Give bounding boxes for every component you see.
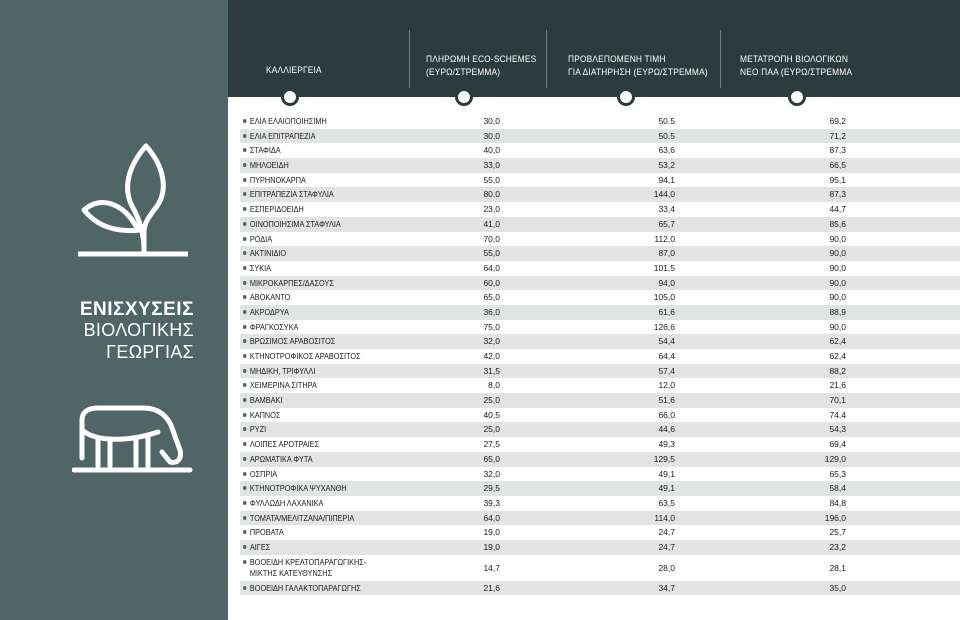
crop-name [243, 116, 327, 127]
table-row [240, 540, 960, 555]
conversion-value: 196,0 [824, 512, 846, 523]
crop-label: ΠΥΡΗΝΟΚΑΡΠΑ [249, 174, 306, 185]
crop-name [243, 292, 290, 303]
eco-schemes-value: 55,0 [483, 248, 500, 259]
table-row [240, 232, 960, 247]
crop-name [243, 454, 313, 465]
maintenance-value: 28,0 [658, 562, 675, 573]
table-row [240, 408, 960, 423]
header-divider [546, 30, 547, 88]
bullet-icon [243, 398, 246, 402]
crop-label: ΤΟΜΑΤΑ/ΜΕΛΙΤΖΑΝΑ/ΠΙΠΕΡΙΑ [249, 512, 355, 523]
crop-name [243, 336, 335, 347]
table-row [240, 320, 960, 335]
bullet-icon [243, 119, 246, 123]
conversion-value: 129,0 [824, 453, 846, 464]
crop-name [243, 380, 317, 391]
eco-schemes-value: 23,0 [483, 204, 500, 215]
column-marker-eco-schemes [455, 88, 473, 106]
table-row [240, 511, 960, 526]
bullet-icon [243, 222, 246, 226]
eco-schemes-value: 39,3 [483, 497, 500, 508]
maintenance-value: 65,7 [658, 218, 675, 229]
crop-label: ΒΟΟΕΙΔΗ ΚΡΕΑΤΟΠΑΡΑΓΩΓΙΚΗΣ- [249, 556, 367, 567]
bullet-icon [243, 192, 246, 196]
eco-schemes-value: 64,0 [483, 262, 500, 273]
eco-schemes-value: 60,0 [483, 277, 500, 288]
crop-name [243, 498, 323, 509]
bullet-icon [243, 163, 246, 167]
bullet-icon [243, 501, 246, 505]
conversion-value: 90,0 [829, 277, 846, 288]
crop-label: ΠΡΟΒΑΤΑ [249, 527, 284, 538]
crop-name [243, 160, 289, 171]
column-header-crop: ΚΑΛΛΙΕΡΓΕΙΑ [266, 65, 322, 76]
bullet-icon [243, 310, 246, 314]
crop-name [243, 219, 341, 230]
maintenance-value: 126,6 [653, 321, 675, 332]
eco-schemes-value: 64,0 [483, 512, 500, 523]
maintenance-value: 33,4 [658, 204, 675, 215]
maintenance-value: 94,1 [658, 174, 675, 185]
crop-label: ΣΤΑΦΙΔΑ [249, 145, 281, 156]
maintenance-value: 129,5 [653, 453, 675, 464]
crop-label: ΚΤΗΝΟΤΡΟΦΙΚΟΣ ΑΡΑΒΟΣΙΤΟΣ [249, 351, 361, 361]
conversion-value: 90,0 [829, 262, 846, 273]
bullet-icon [243, 560, 246, 564]
eco-schemes-value: 55,0 [483, 174, 500, 185]
eco-schemes-value: 14,7 [483, 562, 500, 573]
crop-label: ΑΙΓΕΣ [249, 541, 271, 552]
crop-label: ΛΟΙΠΕΣ ΑΡΟΤΡΑΙΕΣ [249, 439, 320, 450]
crop-label: ΒΑΜΒΑΚΙ [249, 395, 283, 406]
maintenance-value: 50.5 [658, 116, 675, 126]
eco-schemes-value: 25,0 [483, 424, 500, 435]
table-row [240, 202, 960, 217]
crop-name [243, 366, 315, 377]
header-divider [409, 30, 410, 88]
table-row [240, 393, 960, 408]
crop-label: ΦΡΑΓΚΟΣΥΚΑ [249, 321, 299, 332]
crop-label: ΦΥΛΛΩΔΗ ΛΑΧΑΝΙΚΑ [249, 497, 324, 508]
maintenance-value: 44,6 [658, 424, 675, 435]
crop-label: ΕΛΙΑ ΕΠΙΤΡΑΠΕΖΙΑ [249, 130, 316, 141]
maintenance-value: 49,3 [658, 439, 675, 450]
sidebar-title-line3: ΓΕΩΡΓΙΑΣ [106, 342, 194, 362]
eco-schemes-value: 8,0 [488, 380, 500, 391]
maintenance-value: 50.5 [658, 130, 675, 141]
eco-schemes-value: 30,0 [483, 130, 500, 141]
conversion-value: 85,6 [829, 218, 846, 229]
crop-label: ΜΗΛΟΕΙΔΗ [249, 160, 289, 171]
conversion-value: 69,4 [829, 439, 846, 450]
conversion-value: 35,0 [829, 582, 846, 593]
conversion-value: 87,3 [829, 145, 846, 156]
crop-name [243, 395, 282, 406]
table-row [240, 452, 960, 467]
table-row [240, 525, 960, 540]
conversion-value: 74,4 [829, 409, 846, 420]
crop-label: ΑΚΡΟΔΡΥΑ [249, 306, 290, 317]
crop-label: ΑΡΩΜΑΤΙΚΑ ΦΥΤΑ [249, 453, 313, 464]
bullet-icon [243, 427, 246, 431]
conversion-value: 54,3 [829, 424, 846, 435]
data-table [240, 114, 960, 595]
maintenance-value: 112,0 [654, 233, 675, 244]
crop-name [243, 513, 354, 524]
maintenance-value: 49,1 [658, 483, 675, 494]
eco-schemes-value: 30,0 [483, 116, 500, 126]
bullet-icon [243, 545, 246, 549]
table-row [240, 276, 960, 291]
table-row [240, 437, 960, 452]
maintenance-value: 57,4 [658, 365, 675, 376]
crop-name [243, 145, 281, 156]
maintenance-value: 101,5 [653, 262, 675, 273]
crop-label: ΚΤΗΝΟΤΡΟΦΙΚΑ ΨΥΧΑΝΘΗ [249, 483, 347, 494]
bullet-icon [243, 281, 246, 285]
conversion-value: 84,8 [829, 497, 846, 508]
bullet-icon [243, 266, 246, 270]
crop-label: ΟΣΠΡΙΑ [249, 468, 278, 479]
crop-name [243, 307, 289, 318]
crop-label: ΡΥΖΙ [249, 424, 267, 435]
maintenance-value: 63,5 [658, 497, 675, 508]
bullet-icon [243, 295, 246, 299]
conversion-value: 87,3 [829, 189, 846, 200]
column-header-eco-schemes: ΠΛΗΡΩΜΗ ECO-SCHEMES (ΕΥΡΩ/ΣΤΡΕΜΜΑ) [426, 54, 537, 78]
conversion-value: 69,2 [829, 116, 846, 126]
maintenance-value: 114,0 [654, 512, 675, 523]
crop-name [243, 583, 361, 594]
crop-label: ΧΕΙΜΕΡΙΝΑ ΣΙΤΗΡΑ [249, 380, 317, 391]
eco-schemes-value: 21,6 [483, 582, 500, 593]
table-row [240, 496, 960, 511]
maintenance-value: 64,4 [658, 351, 675, 361]
eco-schemes-value: 80,0 [483, 189, 500, 200]
bullet-icon [243, 442, 246, 446]
maintenance-value: 24,7 [658, 527, 675, 538]
crop-name [243, 204, 304, 215]
crop-label: ΒΟΟΕΙΔΗ ΓΑΛΑΚΤΟΠΑΡΑΓΩΓΗΣ [249, 582, 361, 593]
eco-schemes-value: 33,0 [483, 160, 500, 171]
bullet-icon [243, 516, 246, 520]
column-marker-crop [281, 88, 299, 106]
sidebar-title-line1: ΕΝΙΣΧΥΣΕΙΣ [79, 299, 194, 320]
bullet-icon [243, 383, 246, 387]
table-row [240, 217, 960, 232]
table-row [240, 114, 960, 129]
grazing-cow-icon [72, 402, 202, 482]
crop-name [243, 527, 284, 538]
conversion-value: 95,1 [829, 174, 846, 185]
column-header-conversion: ΜΕΤΑΤΡΟΠΗ ΒΙΟΛΟΓΙΚΩΝ ΝΕΟ ΠΑΑ (ΕΥΡΩ/ΣΤΡΕΜΜΑ [740, 54, 853, 78]
eco-schemes-value: 40,0 [483, 145, 500, 156]
conversion-value: 90,0 [829, 248, 846, 259]
maintenance-value: 87,0 [658, 248, 675, 259]
crop-label: ΕΛΙΑ ΕΛΑΙΟΠΟΙΗΣΙΜΗ [249, 116, 327, 126]
table-row [240, 581, 960, 596]
crop-label: ΑΚΤΙΝΙΔΙΟ [249, 248, 287, 259]
table-row [240, 158, 960, 173]
crop-label: ΕΣΠΕΡΙΔΟΕΙΔΗ [249, 204, 304, 215]
bullet-icon [243, 207, 246, 211]
conversion-value: 88,2 [829, 365, 846, 376]
table-row [240, 290, 960, 305]
bullet-icon [243, 325, 246, 329]
maintenance-value: 63,6 [658, 145, 675, 156]
crop-name [243, 278, 334, 289]
conversion-value: 90,0 [829, 321, 846, 332]
crop-label-line2: ΜΙΚΤΗΣ ΚΑΤΕΥΘΥΝΣΗΣ [249, 567, 333, 578]
eco-schemes-value: 42,0 [483, 351, 500, 361]
eco-schemes-value: 70,0 [483, 233, 500, 244]
conversion-value: 25,7 [829, 527, 846, 538]
bullet-icon [243, 369, 246, 373]
conversion-value: 71,2 [829, 130, 846, 141]
eco-schemes-value: 41,0 [483, 218, 500, 229]
eco-schemes-value: 65,0 [483, 453, 500, 464]
maintenance-value: 53,2 [658, 160, 675, 171]
conversion-value: 90,0 [829, 292, 846, 303]
maintenance-value: 61,6 [658, 306, 675, 317]
eco-schemes-value: 32,0 [483, 336, 500, 347]
table-row [240, 555, 960, 581]
conversion-value: 23,2 [829, 541, 846, 552]
conversion-value: 44,7 [829, 204, 846, 215]
maintenance-value: 144,0 [653, 189, 675, 200]
eco-schemes-value: 27,5 [483, 439, 500, 450]
crop-name [243, 322, 298, 333]
crop-name [243, 483, 347, 494]
maintenance-value: 24,7 [658, 541, 675, 552]
bullet-icon [243, 457, 246, 461]
eco-schemes-value: 25,0 [483, 395, 500, 406]
crop-name [243, 263, 271, 274]
bullet-icon [243, 530, 246, 534]
crop-name [243, 351, 361, 362]
eco-schemes-value: 32,0 [483, 468, 500, 479]
crop-name [243, 234, 272, 245]
bullet-icon [243, 251, 246, 255]
conversion-value: 58,4 [829, 483, 846, 494]
bullet-icon [243, 339, 246, 343]
bullet-icon [243, 413, 246, 417]
crop-name [243, 410, 280, 421]
conversion-value: 66,5 [829, 160, 846, 171]
table-row [240, 173, 960, 188]
crop-label: ΣΥΚΙΑ [249, 262, 272, 273]
table-header [228, 0, 960, 97]
table-row [240, 143, 960, 158]
bullet-icon [243, 586, 246, 590]
crop-name [243, 189, 334, 200]
crop-label: ΚΑΠΝΟΣ [249, 409, 281, 420]
crop-name [243, 557, 366, 579]
conversion-value: 90,0 [829, 233, 846, 244]
maintenance-value: 105,0 [653, 292, 675, 303]
table-row [240, 349, 960, 364]
crop-label: ΕΠΙΤΡΑΠΕΖΙΑ ΣΤΑΦΥΛΙΑ [249, 189, 334, 200]
crop-label: ΡΟΔΙΑ [249, 233, 273, 244]
bullet-icon [243, 486, 246, 490]
crop-label: ΜΙΚΡΟΚΑΡΠΕΣ/ΔΑΣΟΥΣ [249, 277, 334, 288]
bullet-icon [243, 178, 246, 182]
eco-schemes-value: 29,5 [483, 483, 500, 494]
table-row [240, 422, 960, 437]
conversion-value: 21,6 [829, 380, 846, 391]
table-row [240, 305, 960, 320]
table-row [240, 246, 960, 261]
table-row [240, 129, 960, 144]
crop-name [243, 175, 306, 186]
eco-schemes-value: 19,0 [483, 541, 500, 552]
crop-name [243, 469, 277, 480]
crop-name [243, 439, 319, 450]
maintenance-value: 51,6 [658, 395, 675, 406]
crop-label: ΟΙΝΟΠΟΙΗΣΙΜΑ ΣΤΑΦΥΛΙΑ [249, 218, 341, 229]
column-header-maintenance: ΠΡΟΒΛΕΠΟΜΕΝΗ ΤΙΜΗ ΓΙΑ ΔΙΑΤΗΡΗΣΗ (ΕΥΡΩ/ΣΤΡΕΜΜΑ) [568, 54, 708, 78]
conversion-value: 65,3 [829, 468, 846, 479]
crop-name [243, 131, 316, 142]
crop-name [243, 542, 270, 553]
crop-label: ΒΡΩΣΙΜΟΣ ΑΡΑΒΟΣΙΤΟΣ [249, 336, 336, 347]
header-divider [720, 30, 721, 88]
crop-name [243, 424, 266, 435]
eco-schemes-value: 31,5 [483, 365, 500, 376]
eco-schemes-value: 19,0 [483, 527, 500, 538]
bullet-icon [243, 472, 246, 476]
table-row [240, 261, 960, 276]
table-row [240, 334, 960, 349]
eco-schemes-value: 65,0 [483, 292, 500, 303]
bullet-icon [243, 134, 246, 138]
crop-label: ΑΒΟΚΑΝΤΟ [249, 292, 291, 303]
eco-schemes-value: 36,0 [483, 306, 500, 317]
conversion-value: 62,4 [829, 351, 846, 361]
table-row [240, 481, 960, 496]
table-row [240, 378, 960, 393]
maintenance-value: 54,4 [658, 336, 675, 347]
bullet-icon [243, 237, 246, 241]
crop-label: ΜΗΔΙΚΗ, ΤΡΙΦΥΛΛΙ [249, 365, 316, 376]
table-row [240, 187, 960, 202]
conversion-value: 88,9 [829, 306, 846, 317]
eco-schemes-value: 75,0 [483, 321, 500, 332]
bullet-icon [243, 148, 246, 152]
column-marker-conversion [788, 88, 806, 106]
column-marker-maintenance [617, 88, 635, 106]
left-panel [0, 0, 228, 620]
eco-schemes-value: 40,5 [483, 409, 500, 420]
maintenance-value: 49,1 [658, 468, 675, 479]
maintenance-value: 66,0 [658, 409, 675, 420]
crop-name [243, 248, 286, 259]
maintenance-value: 12,0 [658, 380, 675, 391]
table-row [240, 467, 960, 482]
maintenance-value: 94,0 [658, 277, 675, 288]
table-row [240, 364, 960, 379]
maintenance-value: 34,7 [658, 582, 675, 593]
conversion-value: 62,4 [829, 336, 846, 347]
conversion-value: 70,1 [829, 395, 846, 406]
conversion-value: 28,1 [829, 562, 846, 573]
sidebar-title-line2: ΒΙΟΛΟΓΙΚΗΣ [83, 320, 194, 340]
bullet-icon [243, 354, 246, 358]
plant-sprout-icon [78, 140, 188, 270]
